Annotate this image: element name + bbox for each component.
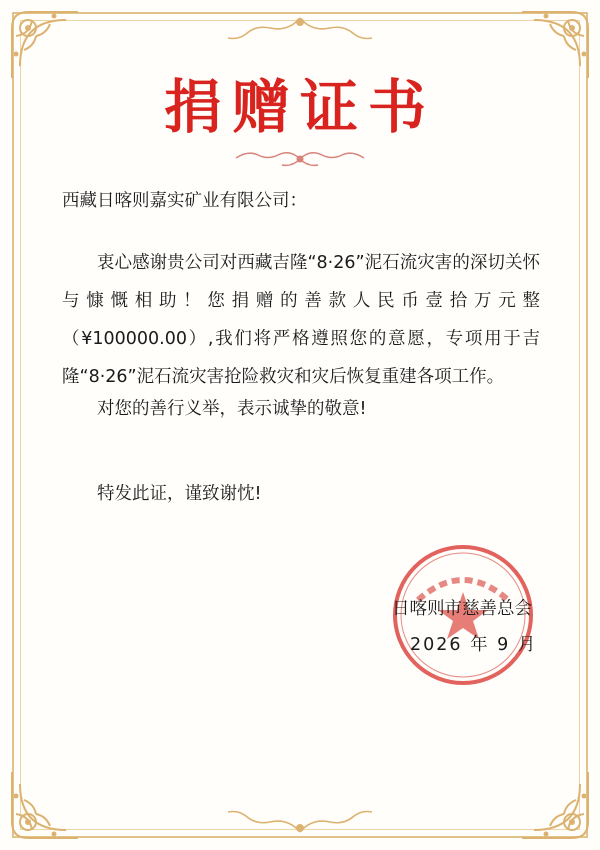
final-line: 特发此证，谨致谢忱! <box>97 484 262 504</box>
signer-organization: 日喀则市慈善总会 <box>392 599 532 619</box>
bottom-border-ornament-icon <box>225 808 375 836</box>
recipient-name: 西藏日喀则嘉实矿业有限公司： <box>62 191 307 211</box>
corner-ornament-icon <box>6 766 84 844</box>
certificate-title: 捐赠证书 <box>163 73 436 141</box>
corner-ornament-icon <box>516 766 594 844</box>
title-divider-ornament-icon <box>230 146 370 172</box>
top-border-ornament-icon <box>225 14 375 42</box>
closing-line: 对您的善行义举，表示诚挚的敬意! <box>97 399 367 419</box>
issue-date: 2026 年 9 月 <box>410 635 538 655</box>
body-paragraph: 衷心感谢贵公司对西藏吉隆“8·26”泥石流灾害的深切关怀与慷慨相助！您捐赠的善款人民币壹拾万元整（¥100000.00）,我们将严格遵照您的意愿，专项用于吉隆“8·26”泥石流灾害抢险救灾和灾后恢复重建各项工作。 <box>62 253 540 387</box>
